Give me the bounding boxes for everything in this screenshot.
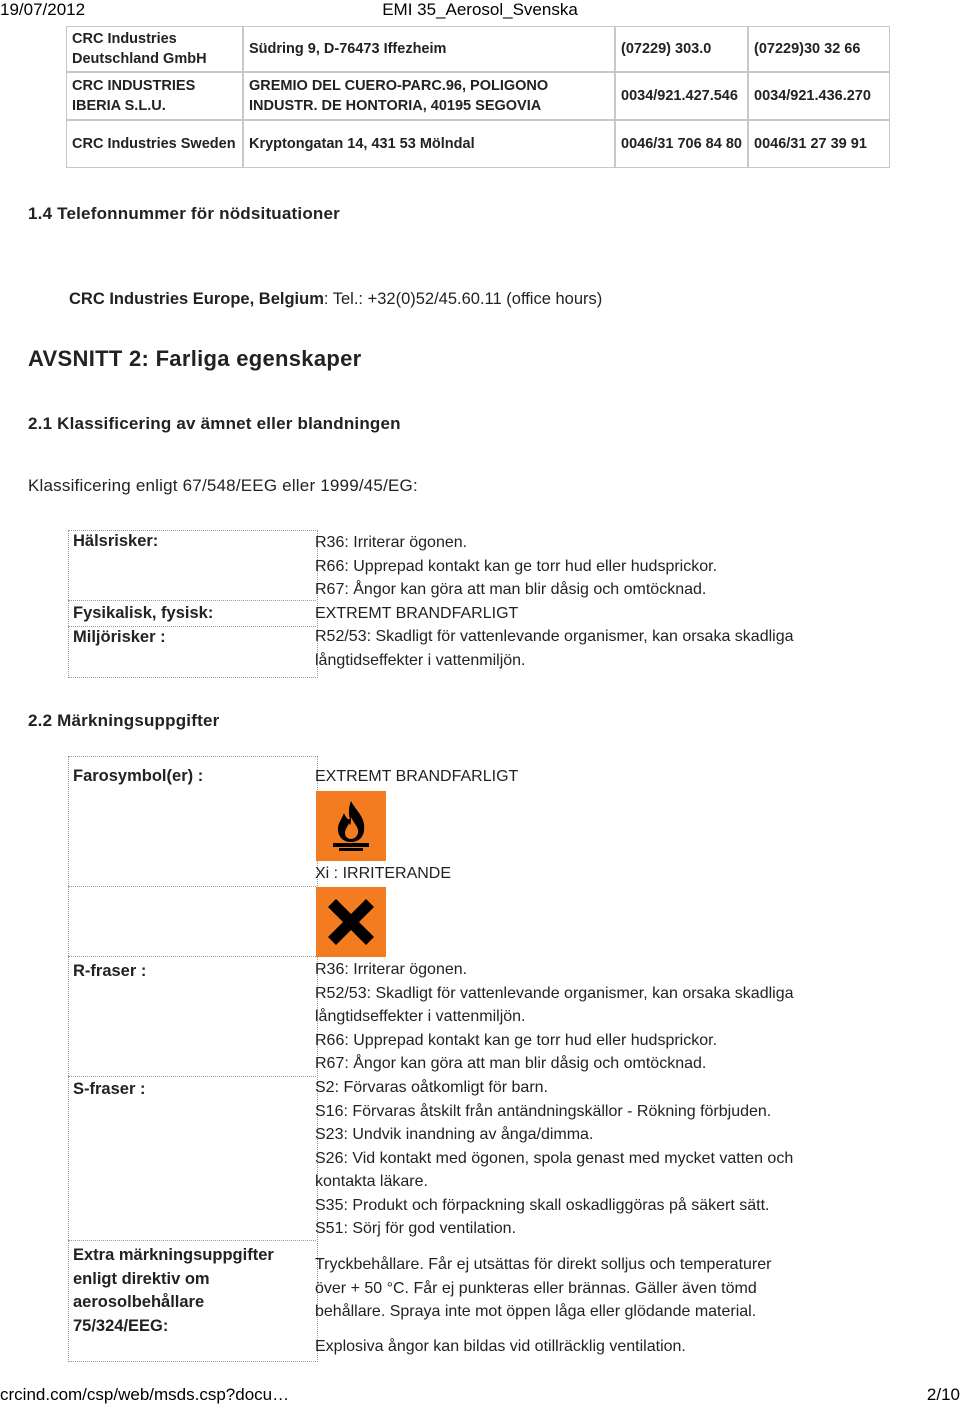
divider (68, 956, 316, 957)
divider (68, 886, 316, 887)
company-phone: (07229) 303.0 (615, 26, 748, 72)
extra-labeling-label-line: Extra märkningsuppgifter (73, 1246, 274, 1264)
extra-labeling-label-line: enligt direktiv om (73, 1269, 210, 1288)
extra-labeling-text (315, 1253, 915, 1358)
s-phrase: S2: Förvaras oåtkomligt för barn. (315, 1079, 548, 1096)
footer-url[interactable]: crcind.com/csp/web/msds.csp?docu… (0, 1385, 290, 1404)
r-phrase: R67: Ångor kan göra att man blir dåsig och omtöcknad. (315, 1055, 707, 1072)
risk-phrase: R67: Ångor kan göra att man blir dåsig och omtöcknad. (315, 581, 707, 598)
company-address-table (66, 26, 890, 168)
risk-phrase: långtidseffekter i vattenmiljön. (315, 651, 526, 669)
company-name: CRC Industries Deutschland GmbH (66, 26, 243, 72)
company-fax: (07229)30 32 66 (748, 26, 890, 72)
divider (68, 626, 316, 627)
r-phrases (315, 958, 915, 1076)
cross-icon (316, 887, 386, 957)
subsection-heading-2-1: 2.1 Klassificering av ämnet eller blandningen (28, 414, 401, 433)
s-phrase: S51: Sörj för god ventilation. (315, 1220, 517, 1237)
company-name: CRC Industries Sweden (66, 120, 243, 168)
divider (68, 600, 316, 601)
physical-risk-label: Fysikalisk, fysisk: (73, 604, 214, 622)
company-fax: 0034/921.436.270 (748, 72, 890, 120)
company-address: Kryptongatan 14, 431 53 Mölndal (243, 120, 615, 168)
s-phrase: kontakta läkare. (315, 1173, 428, 1190)
hazard-1-text: EXTREMT BRANDFARLIGT (315, 768, 519, 785)
flame-icon (316, 791, 386, 861)
emergency-contact-phone: : Tel.: +32(0)52/45.60.11 (office hours) (323, 290, 603, 308)
emergency-contact (69, 290, 602, 309)
divider (68, 1076, 316, 1077)
extra-labeling-label (73, 1244, 274, 1338)
company-phone: 0046/31 706 84 80 (615, 120, 748, 168)
extra-labeling-label-line: 75/324/EEG: (73, 1316, 169, 1335)
r-phrases-label: R-fraser : (73, 962, 147, 980)
environment-risk-label: Miljörisker : (73, 628, 166, 646)
print-date: 19/07/2012 (0, 0, 86, 19)
extra-line: Explosiva ångor kan bildas vid otillräcklig ventilation. (315, 1337, 686, 1355)
risk-phrase: R36: Irriterar ögonen. (315, 534, 468, 551)
s-phrase: S26: Vid kontakt med ögonen, spola genast med mycket vatten och (315, 1149, 794, 1167)
r-phrase: R52/53: Skadligt för vattenlevande organismer, kan orsaka skadliga (315, 984, 794, 1002)
extra-line: behållare. Spraya inte mot öppen låga eller glödande material. (315, 1303, 757, 1320)
r-phrase: R66: Upprepad kontakt kan ge torr hud eller hudsprickor. (315, 1031, 718, 1049)
company-address: GREMIO DEL CUERO-PARC.96, POLIGONO INDUSTR. DE HONTORIA, 40195 SEGOVIA (243, 72, 615, 120)
s-phrases-label: S-fraser : (73, 1080, 146, 1098)
page-number: 2/10 (926, 1385, 960, 1404)
document-title: EMI 35_Aerosol_Svenska (382, 0, 578, 19)
classification-intro: Klassificering enligt 67/548/EEG eller 1999/45/EG: (28, 476, 418, 495)
company-phone: 0034/921.427.546 (615, 72, 748, 120)
subsection-heading-2-2: 2.2 Märkningsuppgifter (28, 711, 220, 730)
r-phrase: långtidseffekter i vattenmiljön. (315, 1008, 526, 1025)
s-phrase: S23: Undvik inandning av ånga/dimma. (315, 1126, 594, 1143)
extra-line: över + 50 °C. Får ej punkteras eller brännas. Gäller även tömd (315, 1279, 757, 1297)
emergency-contact-name: CRC Industries Europe, Belgium (69, 290, 324, 308)
table-row (66, 120, 890, 168)
risk-phrase: R66: Upprepad kontakt kan ge torr hud eller hudsprickor. (315, 557, 718, 575)
classification-phrases (315, 531, 915, 672)
section-heading-1-4: 1.4 Telefonnummer för nödsituationer (28, 204, 340, 223)
hazard-2-text: Xi : IRRITERANDE (315, 865, 452, 882)
risk-phrase: R52/53: Skadligt för vattenlevande organismer, kan orsaka skadliga (315, 628, 794, 645)
r-phrase: R36: Irriterar ögonen. (315, 961, 468, 978)
s-phrases (315, 1076, 915, 1241)
health-risk-label: Hälsrisker: (73, 532, 159, 550)
risk-phrase: EXTREMT BRANDFARLIGT (315, 604, 519, 622)
table-row (66, 72, 890, 120)
divider (68, 1240, 316, 1241)
company-fax: 0046/31 27 39 91 (748, 120, 890, 168)
extra-labeling-label-line: aerosolbehållare (73, 1293, 205, 1311)
s-phrase: S16: Förvaras åtskilt från antändningskällor - Rökning förbjuden. (315, 1102, 772, 1120)
hazard-symbols-label: Farosymbol(er) : (73, 767, 204, 785)
extra-line: Tryckbehållare. Får ej utsättas för direkt solljus och temperaturer (315, 1256, 772, 1273)
company-name: CRC INDUSTRIES IBERIA S.L.U. (66, 72, 243, 120)
table-row (66, 26, 890, 72)
section-heading-2: AVSNITT 2: Farliga egenskaper (28, 346, 362, 371)
company-address: Südring 9, D-76473 Iffezheim (243, 26, 615, 72)
s-phrase: S35: Produkt och förpackning skall oskadliggöras på säkert sätt. (315, 1196, 770, 1214)
